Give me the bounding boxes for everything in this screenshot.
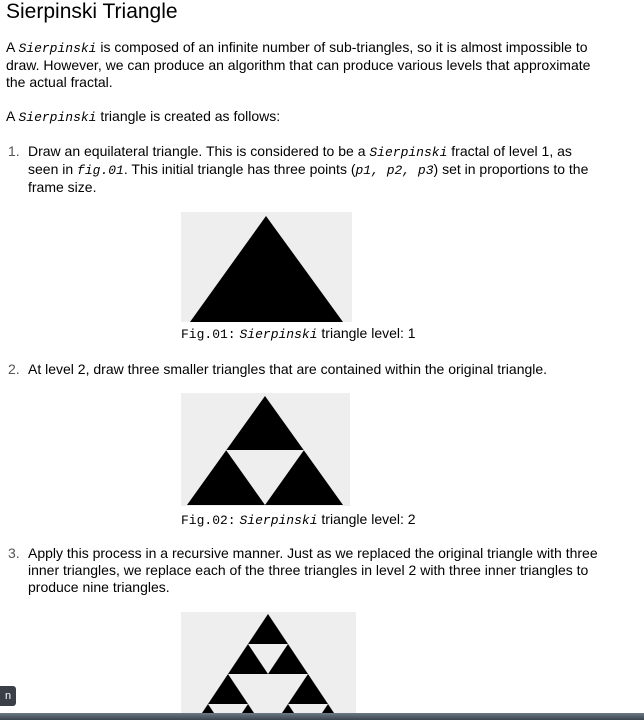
figure-3 xyxy=(181,612,356,713)
sierpinski-level-3-graphic xyxy=(181,612,356,713)
step-2-number: 2. xyxy=(8,361,20,377)
intro-line2: draw. However, we can produce an algorithm that can produce various levels that approximate xyxy=(6,57,591,73)
triangle-level3-left-hole xyxy=(208,704,248,713)
figure-2-label: Fig.02: xyxy=(181,513,236,528)
step-1-line3: frame size. xyxy=(28,179,97,195)
intro-line3: the actual fractal. xyxy=(6,74,113,90)
step-1-number: 1. xyxy=(8,143,20,159)
step-1-fig-ref: fig.01 xyxy=(77,163,124,178)
figure-1-caption xyxy=(181,325,416,343)
step-1-line2b: . This initial triangle has three points ( xyxy=(123,161,356,177)
step-2-text xyxy=(28,361,622,378)
intro-article: A xyxy=(6,39,15,55)
step-3-number: 3. xyxy=(8,545,20,561)
step-1-text xyxy=(28,143,622,196)
figure-1-term: Sierpinski xyxy=(239,327,318,342)
step-3-line3: produce nine triangles. xyxy=(28,579,170,595)
figure-2-caption xyxy=(181,511,416,529)
step-1-line1b: fractal of level 1, as xyxy=(451,143,572,159)
step-3-line2: inner triangles, we replace each of the three triangles in level 2 with three inner triangles to xyxy=(28,562,589,578)
sierpinski-level-1-graphic xyxy=(181,212,352,322)
creation-term: Sierpinski xyxy=(18,110,97,125)
figure-1 xyxy=(181,212,352,322)
sierpinski-level-2-graphic xyxy=(181,393,350,506)
step-1-points: p1, p2, p3 xyxy=(355,163,434,178)
step-1-line1a: Draw an equilateral triangle. This is considered to be a xyxy=(28,143,366,159)
creation-paragraph xyxy=(6,108,622,126)
triangle-level1 xyxy=(190,216,343,322)
step-3-text xyxy=(28,545,622,596)
intro-paragraph xyxy=(6,39,622,91)
figure-1-label: Fig.01: xyxy=(181,327,236,342)
triangle-level3-right-hole xyxy=(288,704,328,713)
step-1-line2c: ) set in proportions to the xyxy=(433,161,589,177)
taskbar xyxy=(0,713,644,720)
figure-1-caption-text: triangle level: 1 xyxy=(321,325,416,341)
intro-term: Sierpinski xyxy=(18,41,97,56)
figure-2 xyxy=(181,393,350,506)
step-1-line2a: seen in xyxy=(28,161,74,177)
step-2-line1: At level 2, draw three smaller triangles that are contained within the original triangle. xyxy=(28,361,548,377)
step-1-term: Sierpinski xyxy=(369,145,448,160)
creation-article: A xyxy=(6,108,15,124)
intro-line1: is composed of an infinite number of sub-triangles, so it is almost impossible to xyxy=(100,39,588,55)
creation-text: triangle is created as follows: xyxy=(100,108,281,124)
step-3-line1: Apply this process in a recursive manner. Just as we replaced the original triangle with three xyxy=(28,545,598,561)
taskbar-tab-stub[interactable]: n xyxy=(0,686,16,706)
figure-2-term: Sierpinski xyxy=(239,513,318,528)
figure-2-caption-text: triangle level: 2 xyxy=(321,511,416,527)
page-title: Sierpinski Triangle xyxy=(6,0,178,23)
